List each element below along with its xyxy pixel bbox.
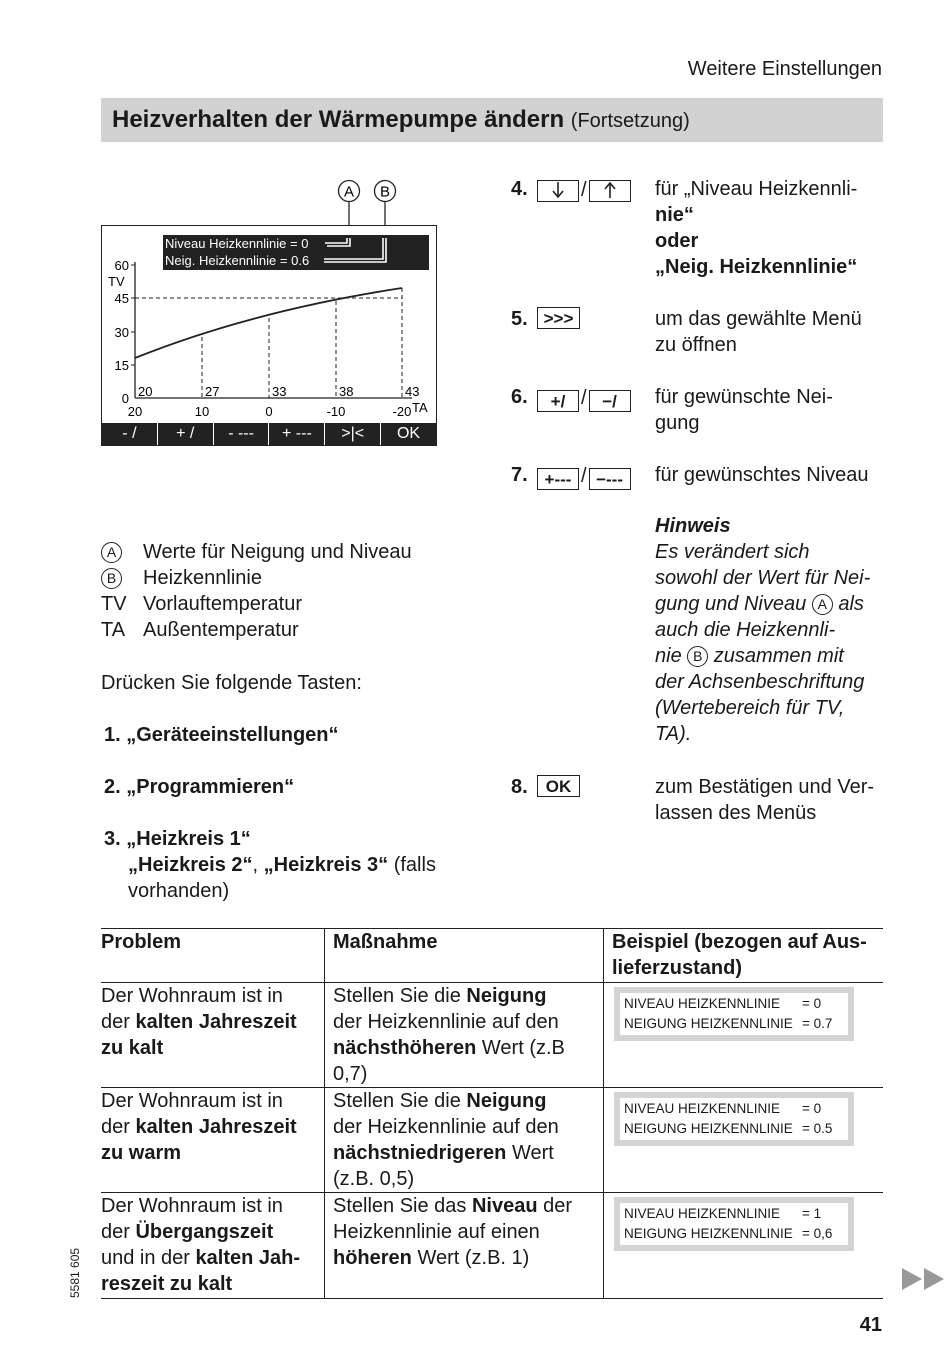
key-down[interactable]	[537, 180, 579, 202]
title-bar	[101, 98, 883, 142]
step-8-keys	[537, 775, 580, 797]
key-neigung-plus[interactable]: +/	[537, 390, 579, 412]
col-beispiel: Beispiel (bezogen auf Aus-lieferzustand)	[604, 929, 884, 983]
key-niveau-plus[interactable]: +---	[537, 468, 579, 490]
x-top-27: 27	[205, 384, 220, 399]
step-2: 2. „Programmieren“	[104, 776, 295, 798]
key-next[interactable]: >>>	[537, 307, 580, 329]
x-bot-20: 20	[127, 404, 143, 419]
title-sub: (Fortsetzung)	[570, 110, 690, 132]
legend-item	[101, 539, 461, 565]
arrow-down-icon	[551, 181, 565, 199]
page-title	[112, 106, 690, 134]
col-massnahme: Maßnahme	[325, 929, 604, 983]
step-8-num: 8.	[511, 776, 528, 798]
step-3: 3. „Heizkreis 1“ „Heizkreis 2“, „Heizkreis 3“ (falls vorhanden)	[104, 828, 436, 902]
x-top-20: 20	[138, 384, 153, 399]
legend-sym-ta: TA	[101, 619, 126, 641]
callout-a-label: A	[343, 183, 355, 201]
legend-text: Vorlauftemperatur	[143, 593, 302, 615]
callout-b-label: B	[379, 183, 391, 201]
softkey-bar	[102, 423, 436, 445]
y-tick-0: 0	[121, 391, 129, 406]
doc-id: 5581 605	[68, 1247, 82, 1298]
y-tick-30: 30	[114, 325, 129, 340]
continue-arrows-icon	[902, 1268, 948, 1290]
x-bot-m20: -20	[392, 404, 412, 419]
x-bot-10: 10	[194, 404, 210, 419]
legend-item	[101, 591, 461, 617]
table-row: Der Wohnraum ist in der kalten Jahreszeit zu warm Stellen Sie die Neigung der Heizkennlinie auf den nächstniedrigeren Wert (z.B. 0,5) NIVEAU HEIZKENNLINIE = 0 NEIGUNG HEIZKENNLINIE = 0.5	[101, 1088, 883, 1193]
x-top-33: 33	[272, 384, 287, 399]
legend-sym-a: A	[101, 542, 122, 563]
problem-table	[101, 928, 883, 1299]
legend-item	[101, 565, 461, 591]
overlay-neigung: Neig. Heizkennlinie = 0.6	[165, 253, 310, 268]
step-1: 1. „Geräteeinstellungen“	[104, 724, 339, 746]
example-display: NIVEAU HEIZKENNLINIE = 0 NEIGUNG HEIZKENNLINIE = 0.7	[614, 987, 854, 1041]
note: Hinweis Es verändert sich sowohl der Wert für Nei- gung und Niveau A als auch die Heizkennli- nie B zusammen mit der Achsenbeschriftung (Wertebereich für TV, TA).	[655, 513, 895, 747]
step-7-num: 7.	[511, 464, 528, 486]
col-problem: Problem	[101, 929, 325, 983]
example-display: NIVEAU HEIZKENNLINIE = 0 NEIGUNG HEIZKENNLINIE = 0.5	[614, 1092, 854, 1146]
x-axis-label: TA	[412, 400, 428, 415]
softkey-neigung-plus[interactable]: + /	[158, 423, 214, 445]
heating-curve-chart	[102, 226, 435, 422]
step-4-num: 4.	[511, 178, 528, 200]
key-ok[interactable]: OK	[537, 775, 580, 797]
step-7-keys: +--- / −---	[537, 463, 631, 490]
title-main: Heizverhalten der Wärmepumpe ändern	[112, 106, 565, 133]
key-niveau-minus[interactable]: −---	[589, 468, 631, 490]
softkey-neigung-minus[interactable]: - /	[102, 423, 158, 445]
step-4-keys: /	[537, 177, 631, 203]
legend-sym-b: B	[101, 568, 122, 589]
note-sym-a: A	[812, 594, 833, 615]
y-tick-15: 15	[114, 358, 129, 373]
step-5-keys	[537, 307, 580, 329]
legend-text: Außentemperatur	[143, 619, 299, 641]
legend-sym-tv: TV	[101, 593, 127, 615]
x-top-38: 38	[339, 384, 354, 399]
step-6-num: 6.	[511, 386, 528, 408]
softkey-ok[interactable]: OK	[396, 425, 421, 442]
x-bot-m10: -10	[326, 404, 346, 419]
step-6-keys: +/ / −/	[537, 385, 631, 412]
table-row: Der Wohnraum ist in der Übergangszeit und in der kalten Jah- reszeit zu kalt Stellen Sie das Niveau der Heizkennlinie auf einen höheren Wert (z.B. 1) NIVEAU HEIZKENNLINIE = 1 NEIGUNG HEIZKENNLINIE = 0,6	[101, 1193, 883, 1299]
step-8-text: zum Bestätigen und Ver- lassen des Menüs	[655, 776, 875, 824]
x-top-43: 43	[405, 384, 420, 399]
key-up[interactable]	[589, 180, 631, 202]
legend-text: Werte für Neigung und Niveau	[143, 541, 412, 563]
note-title: Hinweis	[655, 515, 731, 537]
example-display: NIVEAU HEIZKENNLINIE = 1 NEIGUNG HEIZKENNLINIE = 0,6	[614, 1197, 854, 1251]
step-6-text: für gewünschte Nei- gung	[655, 386, 833, 434]
legend-text: Heizkennlinie	[143, 567, 262, 589]
page-number: 41	[859, 1314, 882, 1336]
softkey-niveau-minus[interactable]: - ---	[214, 423, 270, 445]
softkey-niveau-plus[interactable]: + ---	[269, 423, 325, 445]
legend-item	[101, 617, 461, 643]
step-5-num: 5.	[511, 308, 528, 330]
y-tick-60: 60	[114, 258, 129, 273]
key-neigung-minus[interactable]: −/	[589, 390, 631, 412]
step-4-text: für „Niveau Heizkennli- nie“ oder „Neig. Heizkennlinie“	[655, 178, 858, 278]
controller-display	[101, 225, 437, 446]
arrow-up-icon	[603, 181, 617, 199]
intro-text: Drücken Sie folgende Tasten:	[101, 672, 362, 694]
step-7-text: für gewünschtes Niveau	[655, 464, 869, 486]
legend	[101, 539, 461, 643]
section-header: Weitere Einstellungen	[687, 58, 882, 80]
table-row: Der Wohnraum ist in der kalten Jahreszeit zu kalt Stellen Sie die Neigung der Heizkennlinie auf den nächsthöheren Wert (z.B 0,7) NIVEAU HEIZKENNLINIE = 0 NEIGUNG HEIZKENNLINIE = 0.7	[101, 983, 883, 1088]
overlay-niveau: Niveau Heizkennlinie = 0	[165, 236, 309, 251]
x-bot-0: 0	[265, 404, 273, 419]
note-sym-b: B	[687, 646, 708, 667]
y-tick-45: 45	[114, 291, 129, 306]
softkey-reset[interactable]: >|<	[325, 423, 381, 445]
step-5-text: um das gewählte Menü zu öffnen	[655, 308, 862, 356]
y-axis-label: TV	[108, 274, 125, 289]
